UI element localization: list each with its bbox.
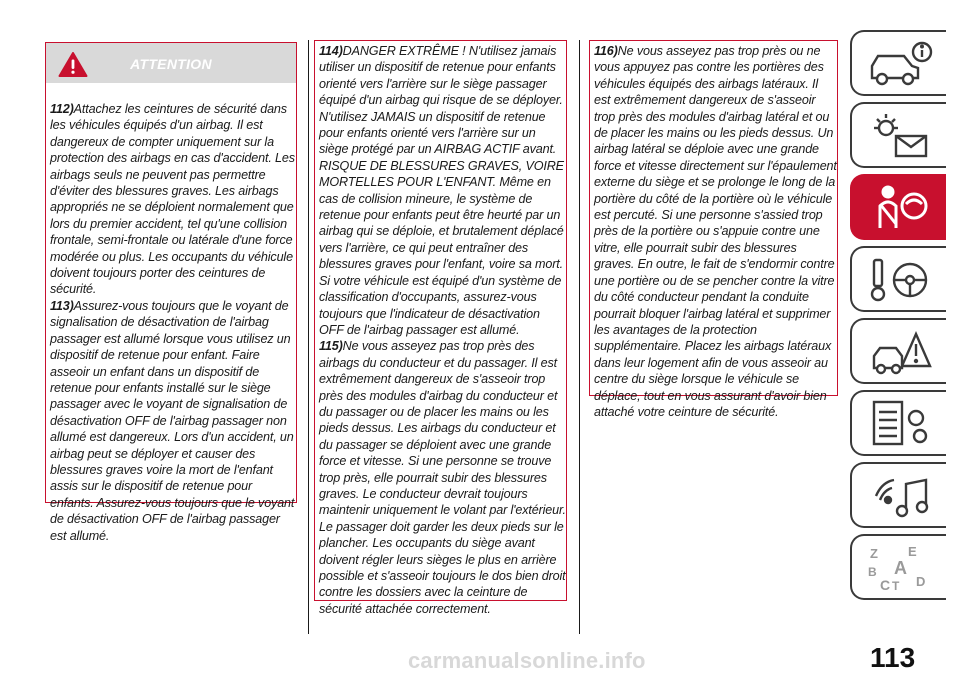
alphabetical-index-icon bbox=[866, 542, 936, 594]
column-divider bbox=[579, 40, 580, 634]
index-letter: A bbox=[894, 558, 907, 578]
paragraph-116 bbox=[594, 43, 837, 420]
warning-box-right bbox=[589, 40, 838, 419]
nav-tab-emergency[interactable] bbox=[850, 318, 946, 384]
note-text: Ne vous asseyez pas trop près des airbags du conducteur et du passager. Il est extrêmement dangereux de s'asseoir trop près des modules d'airbag du conducteur et du passager ou de placer les mains ou les pieds dessus. Les airbags du conducteur et du passager se déploient avec une grande force et vitesse. Si une personne se trouve trop près, elle pourrait subir des blessures graves. Le conducteur devrait toujours maintenir uniquement le volant par l'extérieur. Le passager doit garder les deux pieds sur le plancher. Les occupants du siège avant doivent régler leurs sièges le plus en arrière possible et s'asseoir toujours le dos bien droit contre les dossiers avec la ceinture de sécurité attachée correctement. bbox=[319, 339, 566, 616]
note-number: 115) bbox=[319, 339, 343, 354]
nav-tab-starting-driving[interactable] bbox=[850, 246, 946, 312]
index-letter: T bbox=[892, 579, 900, 593]
note-text: Ne vous asseyez pas trop près ou ne vous appuyez pas contre les portières des véhicules équipés des airbags latéraux. Il est extrêmement dangereux de s'asseoir trop près des modules d'airbag latéral et ou de placer les mains ou les pieds dessus. Un airbag latéral se déploie avec une grande force et vitesse directement sur l'épaulement externe du siège et se prolonge le long de la portière du côté de la portière où le véhicule est percuté. Si une personne s'assied trop près de la portière ou s'appuie contre une vitre, elle pourrait subir des blessures graves. En outre, le fait de s'endormir contre une portière ou de se pencher contre la vitre du côté conducteur pendant la conduite pourrait bloquer l'airbag latéral et supprimer les avantages de la protection supplémentaire. Placez les airbags latéraux dans leur logement afin de vous asseoir au centre du siège lorsque le véhicule se déplace, tout en vous assurant d'avoir bien attaché votre ceinture de sécurité. bbox=[594, 44, 837, 419]
attention-title: ATTENTION bbox=[130, 56, 212, 72]
column-3-text bbox=[594, 43, 837, 420]
nav-tab-car-info[interactable] bbox=[850, 30, 946, 96]
note-number: 116) bbox=[594, 44, 618, 58]
maintenance-checklist-icon bbox=[866, 398, 936, 450]
paragraph-112 bbox=[50, 101, 296, 298]
index-letter: D bbox=[916, 574, 926, 589]
breakdown-warning-triangle-icon bbox=[866, 326, 936, 378]
nav-tab-multimedia[interactable] bbox=[850, 462, 946, 528]
column-divider bbox=[308, 40, 309, 634]
attention-box bbox=[45, 42, 297, 543]
attention-header bbox=[46, 43, 296, 83]
nav-tab-dashboard[interactable] bbox=[850, 102, 946, 168]
multimedia-music-icon bbox=[866, 470, 936, 522]
nav-tab-safety[interactable] bbox=[850, 174, 946, 240]
paragraph-115 bbox=[319, 338, 566, 617]
nav-tab-maintenance[interactable] bbox=[850, 390, 946, 456]
column-2-text bbox=[319, 43, 566, 617]
note-text: DANGER EXTRÊME ! N'utilisez jamais utiliser un dispositif de retenue pour enfants orienté vers l'arrière sur le siège passager équipé d'un airbag qui risque de se déployer. N'utilisez JAMAIS un dispositif de retenue pour enfants orienté vers l'arrière sur un siège protégé par un AIRBAG ACTIF avant. RISQUE DE BLESSURES GRAVES, VOIRE MORTELLES POUR L'ENFANT. Même en cas de collision mineure, le système de retenue pour enfants peut être heurté par un airbag qui se déploie, et brutalement déplacé vers l'arrière, ce qui peut entraîner des blessures graves pour l'enfant, voire sa mort. Si votre véhicule est équipé d'un système de classification d'occupants, assurez-vous toujours que l'indicateur de désactivation OFF de l'airbag passager est allumé. bbox=[319, 44, 564, 337]
note-number: 114) bbox=[319, 44, 343, 58]
note-number: 113) bbox=[50, 298, 74, 313]
index-letter: Z bbox=[870, 546, 878, 561]
paragraph-114 bbox=[319, 43, 566, 338]
note-number: 112) bbox=[50, 102, 74, 116]
index-letter: B bbox=[868, 565, 877, 579]
page-number: 113 bbox=[870, 642, 916, 673]
column-1-text bbox=[50, 101, 296, 544]
seat-belt-airbag-icon bbox=[866, 182, 936, 234]
paragraph-113 bbox=[50, 298, 296, 544]
key-steering-wheel-icon bbox=[866, 254, 936, 306]
note-text: Attachez les ceintures de sécurité dans les véhicules équipés d'un airbag. Il est dangereux de compter uniquement sur la protection des airbags en cas d'accident. Les airbags seuls ne peuvent pas permettre d'éviter des blessures graves. Les airbags appropriés ne se déploient normalement que lors du premier accident, tel qu'une collision frontale, semi-frontale ou latérale d'une force modérée ou plus. Les occupants du véhicule doivent toujours porter des ceintures de sécurité. bbox=[50, 102, 295, 297]
index-letter: E bbox=[908, 544, 917, 559]
note-text: Assurez-vous toujours que le voyant de signalisation de désactivation de l'airbag passager est allumé lorsque vous utilisez un dispositif de retenue pour enfant. Faire asseoir un enfant dans un dispositif de retenue pour enfants installé sur le siège passager avec le voyant de signalisation de désactivation OFF de l'airbag passager non allumé est dangereux. Lors d'un accident, un airbag peut se déployer et causer des blessures graves voire la mort de l'enfant assis sur le dispositif de retenue pour enfants. Assurez-vous toujours que le voyant de désactivation OFF de l'airbag passager est allumé. bbox=[50, 298, 295, 543]
index-letter: C bbox=[880, 577, 891, 593]
car-info-icon bbox=[866, 38, 936, 90]
warning-box-middle bbox=[314, 40, 567, 616]
nav-tab-index[interactable] bbox=[850, 534, 946, 600]
watermark: carmanualsonline.info bbox=[408, 648, 646, 673]
dashboard-warning-lights-icon bbox=[866, 110, 936, 162]
